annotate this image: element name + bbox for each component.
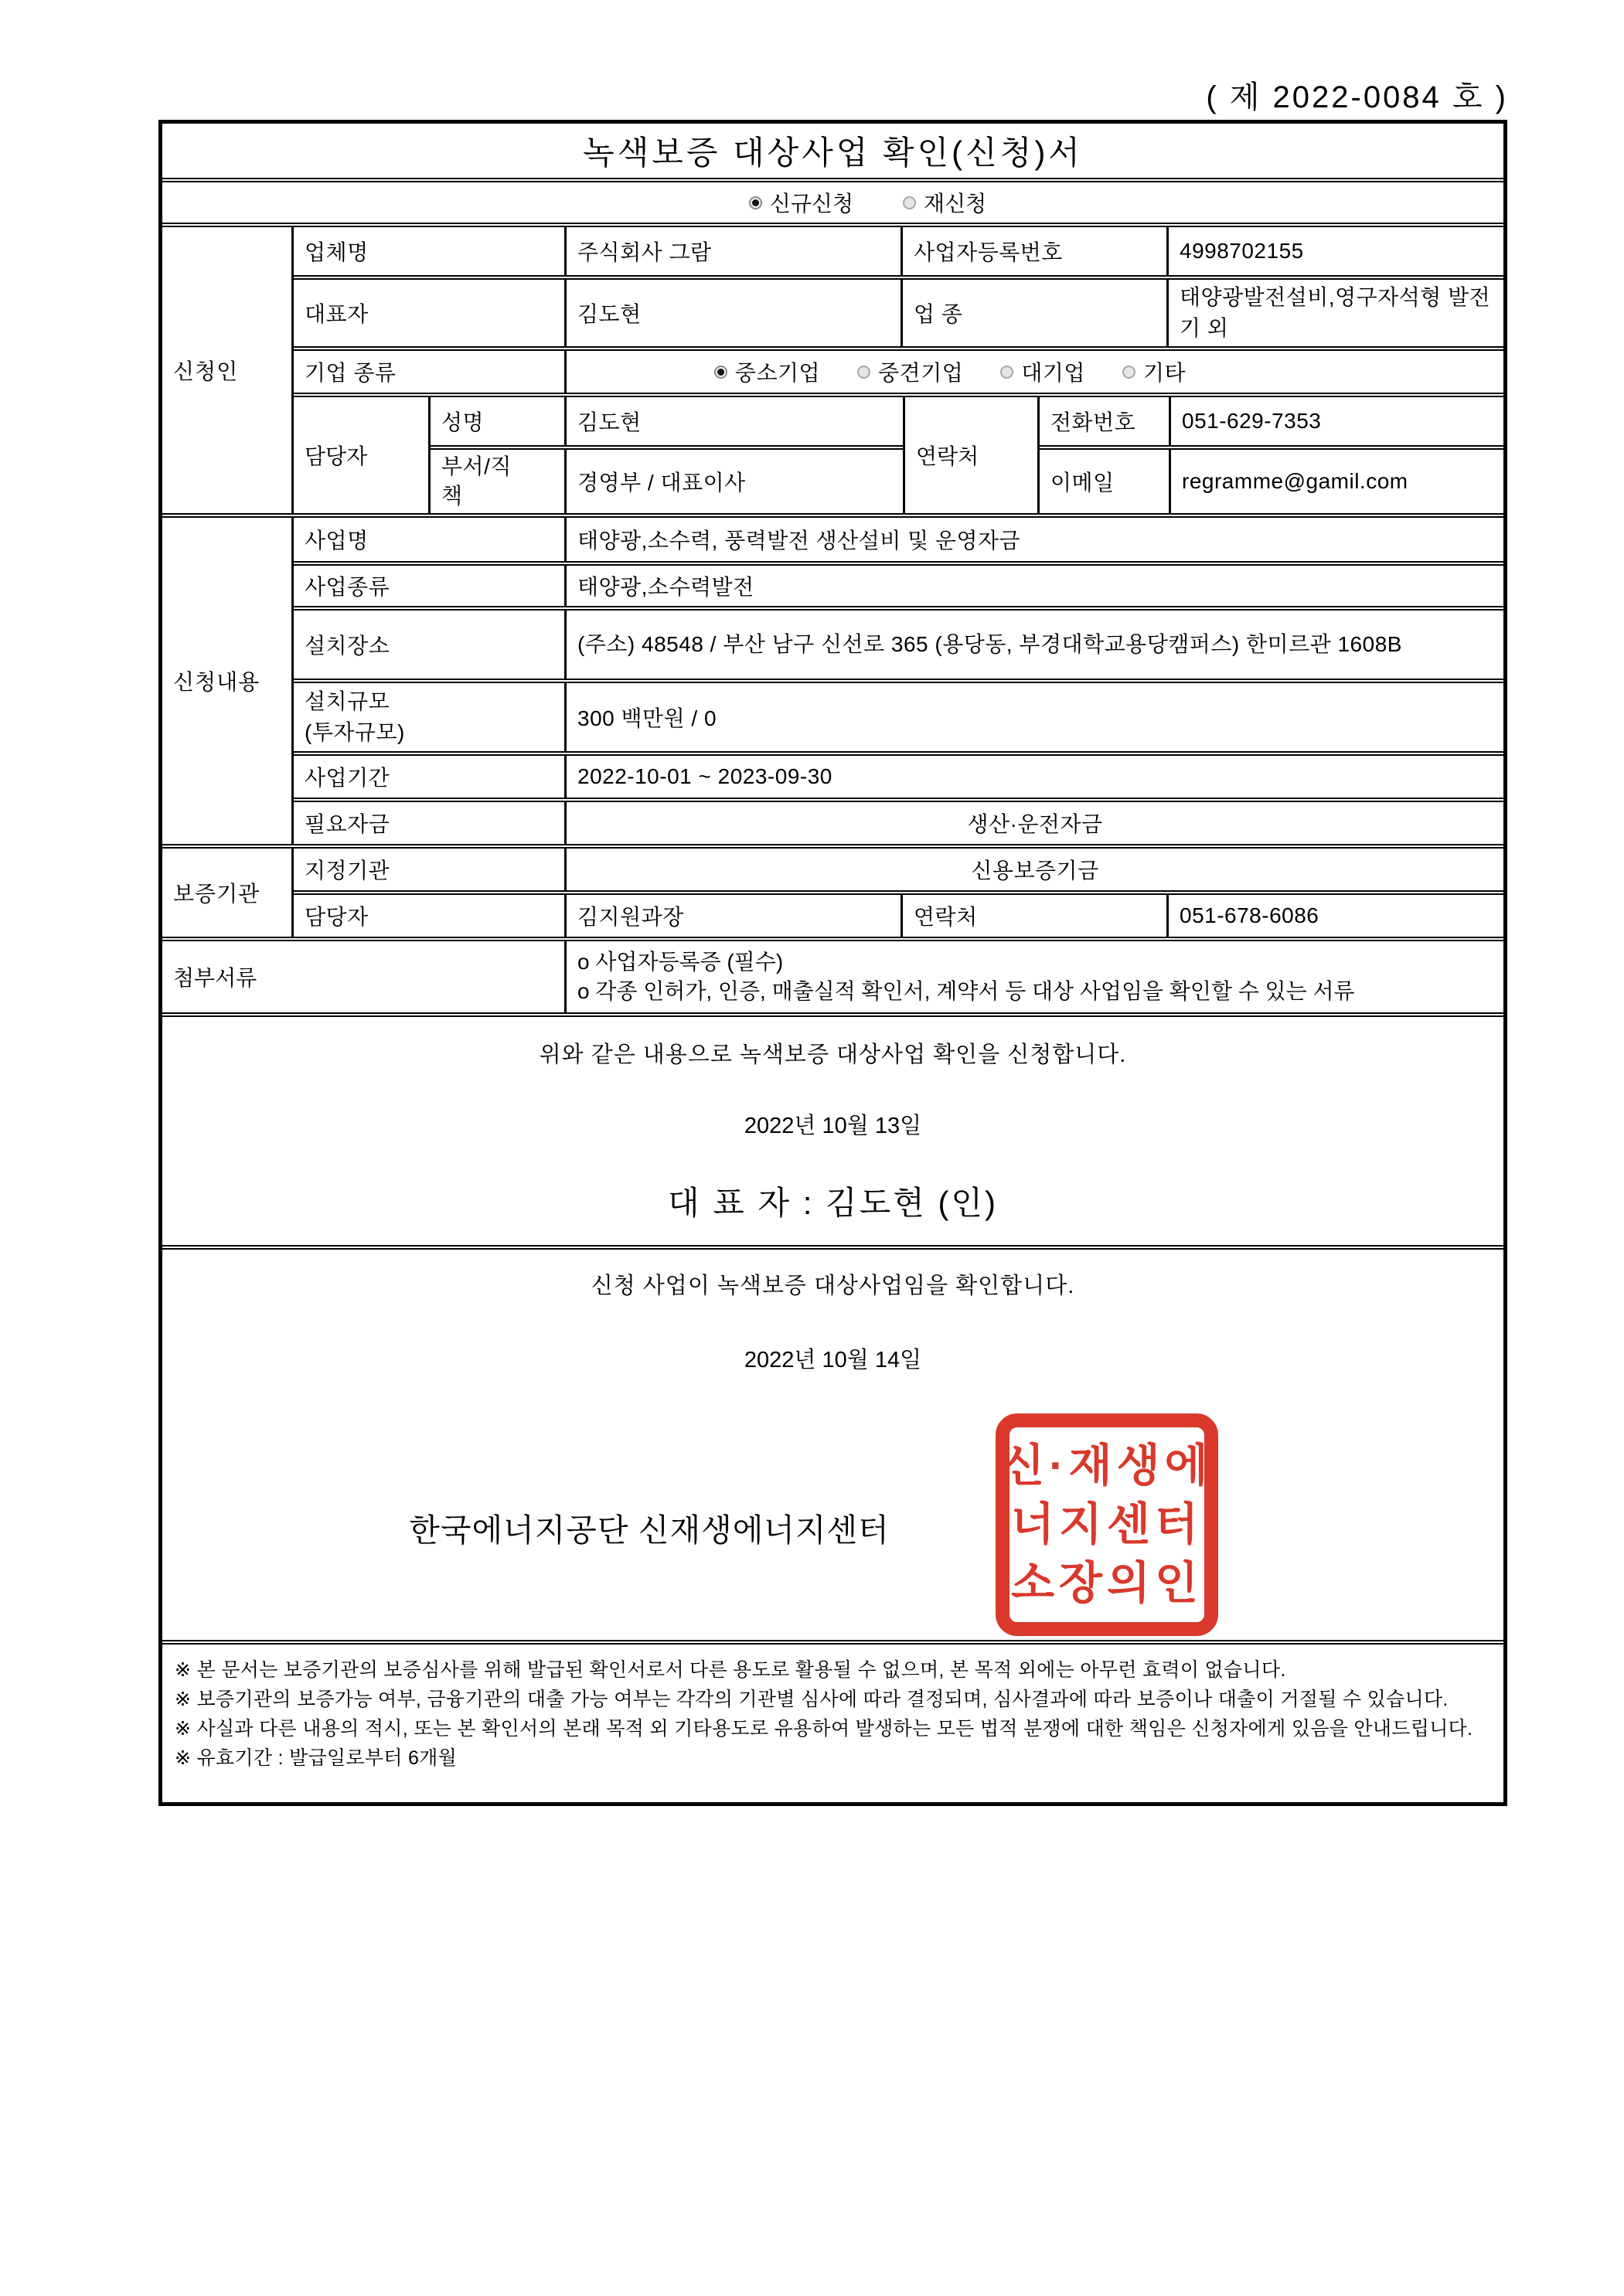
- apply-type-row: [162, 178, 1503, 223]
- radio-new-application[interactable]: [749, 187, 853, 218]
- industry-value-text: 태양광발전설비,영구자석형 발전기 외: [1180, 285, 1491, 340]
- guarantor-section: [162, 844, 1503, 937]
- manager-dept-label: [431, 450, 564, 513]
- funds-label: 필요자금: [305, 812, 390, 836]
- guarantor-manager-value: 김지원과장: [564, 895, 901, 937]
- form-table: [158, 120, 1507, 1806]
- guarantor-group-label: 보증기관: [173, 882, 260, 906]
- guarantor-contact-value: 051-678-6086: [1166, 895, 1503, 937]
- application-statement: 위와 같은 내용으로 녹색보증 대상사업 확인을 신청합니다.: [539, 1043, 1127, 1067]
- company-value: 주식회사 그람: [564, 227, 901, 275]
- confirmation-section: [162, 1245, 1503, 1640]
- radio-company-type-mid[interactable]: [857, 356, 963, 387]
- radio-re-application[interactable]: [903, 187, 986, 218]
- manager-contact-label: 연락처: [903, 397, 1037, 513]
- radio-unselected-icon: [1122, 366, 1135, 379]
- business-name-row: [294, 518, 1503, 561]
- phone-label: 전화번호: [1050, 410, 1136, 434]
- scale-label-line2: (투자규모): [305, 720, 405, 744]
- business-name-value: 태양광,소수력, 풍력발전 생산설비 및 운영자금: [564, 518, 1503, 561]
- stamp-line: 소장의인: [1010, 1558, 1204, 1608]
- company-type-option-label: 중견기업: [878, 361, 964, 385]
- applicant-group-label: 신청인: [173, 359, 239, 383]
- application-details-section: [162, 513, 1503, 844]
- manager-name-label: 성명: [441, 410, 485, 434]
- attachments-section: [162, 937, 1503, 1012]
- attachments-label: 첨부서류: [173, 966, 257, 990]
- manager-row: [294, 393, 1503, 513]
- period-value: 2022-10-01 ~ 2023-09-30: [564, 756, 1503, 798]
- scale-label-line1: 설치규모: [305, 689, 390, 713]
- funds-value: 생산·운전자금: [564, 802, 1503, 844]
- company-label: 업체명: [305, 240, 369, 264]
- applicant-section: [162, 223, 1503, 513]
- stamp-line: 너지센터: [1010, 1499, 1204, 1549]
- radio-selected-icon: [714, 366, 727, 379]
- company-type-option-label: 기타: [1142, 361, 1187, 385]
- company-row: [294, 227, 1503, 275]
- phone-value: 051-629-7353: [1169, 397, 1503, 445]
- location-row: [294, 606, 1503, 679]
- business-kind-row: [294, 561, 1503, 606]
- attachments-list: [564, 941, 1503, 1012]
- manager-name-value: 김도현: [564, 397, 903, 445]
- note-item: ※ 사실과 다른 내용의 적시, 또는 본 확인서의 본래 목적 외 기타용도로 유용하여 발생하는 모든 법적 분쟁에 대한 책임은 신청자에게 있음을 안내드립니다.: [175, 1718, 1473, 1740]
- attachment-item: o 각종 인허가, 인증, 매출실적 확인서, 계약서 등 대상 사업임을 확인할 수 있는 서류: [577, 979, 1355, 1003]
- note-item: ※ 보증기관의 보증가능 여부, 금융기관의 대출 가능 여부는 각각의 기관별 심사에 따라 결정되며, 심사결과에 따라 보증이나 대출이 거절될 수 있습니다.: [175, 1689, 1449, 1710]
- radio-unselected-icon: [1000, 366, 1013, 379]
- radio-unselected-icon: [903, 196, 916, 209]
- period-label: 사업기간: [305, 766, 390, 790]
- industry-value: [1166, 280, 1503, 346]
- company-type-options: [564, 351, 1503, 393]
- footer-notes: [162, 1640, 1503, 1802]
- scale-label: [294, 683, 564, 751]
- ceo-row: [294, 275, 1503, 346]
- guarantor-contact-label: 연락처: [901, 895, 1166, 937]
- industry-label: 업 종: [901, 280, 1166, 346]
- radio-company-type-large[interactable]: [1000, 356, 1085, 387]
- attachment-item: o 사업자등록증 (필수): [577, 950, 784, 974]
- note-item: ※ 유효기간 : 발급일로부터 6개월: [175, 1747, 458, 1769]
- agency-value: 신용보증기금: [564, 849, 1503, 890]
- location-value-text: (주소) 48548 / 부산 남구 신선로 365 (용당동, 부경대학교용당캠퍼스) 한미르관 1608B: [577, 632, 1402, 656]
- radio-selected-icon: [749, 196, 762, 209]
- company-type-option-label: 중소기업: [734, 361, 821, 385]
- manager-label: 담당자: [305, 444, 368, 468]
- manager-dept-label-text: 부서/직책: [441, 454, 512, 508]
- company-type-row: [294, 346, 1503, 393]
- note-item: ※ 본 문서는 보증기관의 보증심사를 위해 발급된 확인서로서 다른 용도로 활용될 수 없으며, 본 목적 외에는 아무런 효력이 없습니다.: [175, 1659, 1286, 1681]
- email-label: 이메일: [1050, 471, 1115, 495]
- scale-value: 300 백만원 / 0: [564, 683, 1503, 751]
- company-type-option-label: 대기업: [1021, 361, 1085, 385]
- biz-number-label: 사업자등록번호: [901, 227, 1166, 275]
- biz-number-value: 4998702155: [1166, 227, 1503, 275]
- business-name-label: 사업명: [305, 529, 369, 553]
- radio-company-type-sme[interactable]: [714, 356, 820, 387]
- representative-signature: 대 표 자 : 김도현 (인): [668, 1185, 998, 1221]
- application-statement-section: [162, 1012, 1503, 1245]
- ceo-label: 대표자: [305, 302, 369, 326]
- location-value: [564, 611, 1503, 679]
- location-label: 설치장소: [305, 634, 390, 658]
- funds-row: [294, 798, 1503, 844]
- business-kind-label: 사업종류: [305, 575, 390, 599]
- agency-row: [294, 849, 1503, 890]
- scale-row: [294, 679, 1503, 751]
- radio-new-label: 신규신청: [769, 192, 854, 216]
- manager-dept-value: 경영부 / 대표이사: [564, 450, 903, 513]
- application-group-label: 신청내용: [173, 670, 260, 694]
- radio-unselected-icon: [857, 366, 870, 379]
- official-seal-stamp: [996, 1413, 1218, 1636]
- form-title: 녹색보증 대상사업 확인(신청)서: [583, 134, 1083, 171]
- confirmation-date: 2022년 10월 14일: [744, 1348, 922, 1372]
- document-number: ( 제 2022-0084 호 ): [1206, 80, 1508, 114]
- guarantor-manager-label: 담당자: [305, 905, 369, 929]
- company-type-label: 기업 종류: [305, 361, 397, 385]
- business-kind-value: 태양광,소수력발전: [564, 566, 1503, 606]
- email-value: regramme@gamil.com: [1169, 450, 1503, 513]
- confirmation-statement: 신청 사업이 녹색보증 대상사업임을 확인합니다.: [591, 1274, 1075, 1298]
- guarantor-manager-row: [294, 890, 1503, 937]
- application-date: 2022년 10월 13일: [744, 1114, 922, 1138]
- period-row: [294, 751, 1503, 798]
- agency-label: 지정기관: [305, 859, 390, 883]
- radio-company-type-other[interactable]: [1122, 356, 1186, 387]
- stamp-line: 신·재생에: [1001, 1441, 1213, 1491]
- confirming-organization: 한국에너지공단 신재생에너지센터: [409, 1512, 890, 1548]
- ceo-value: 김도현: [564, 280, 901, 346]
- radio-re-label: 재신청: [924, 192, 987, 216]
